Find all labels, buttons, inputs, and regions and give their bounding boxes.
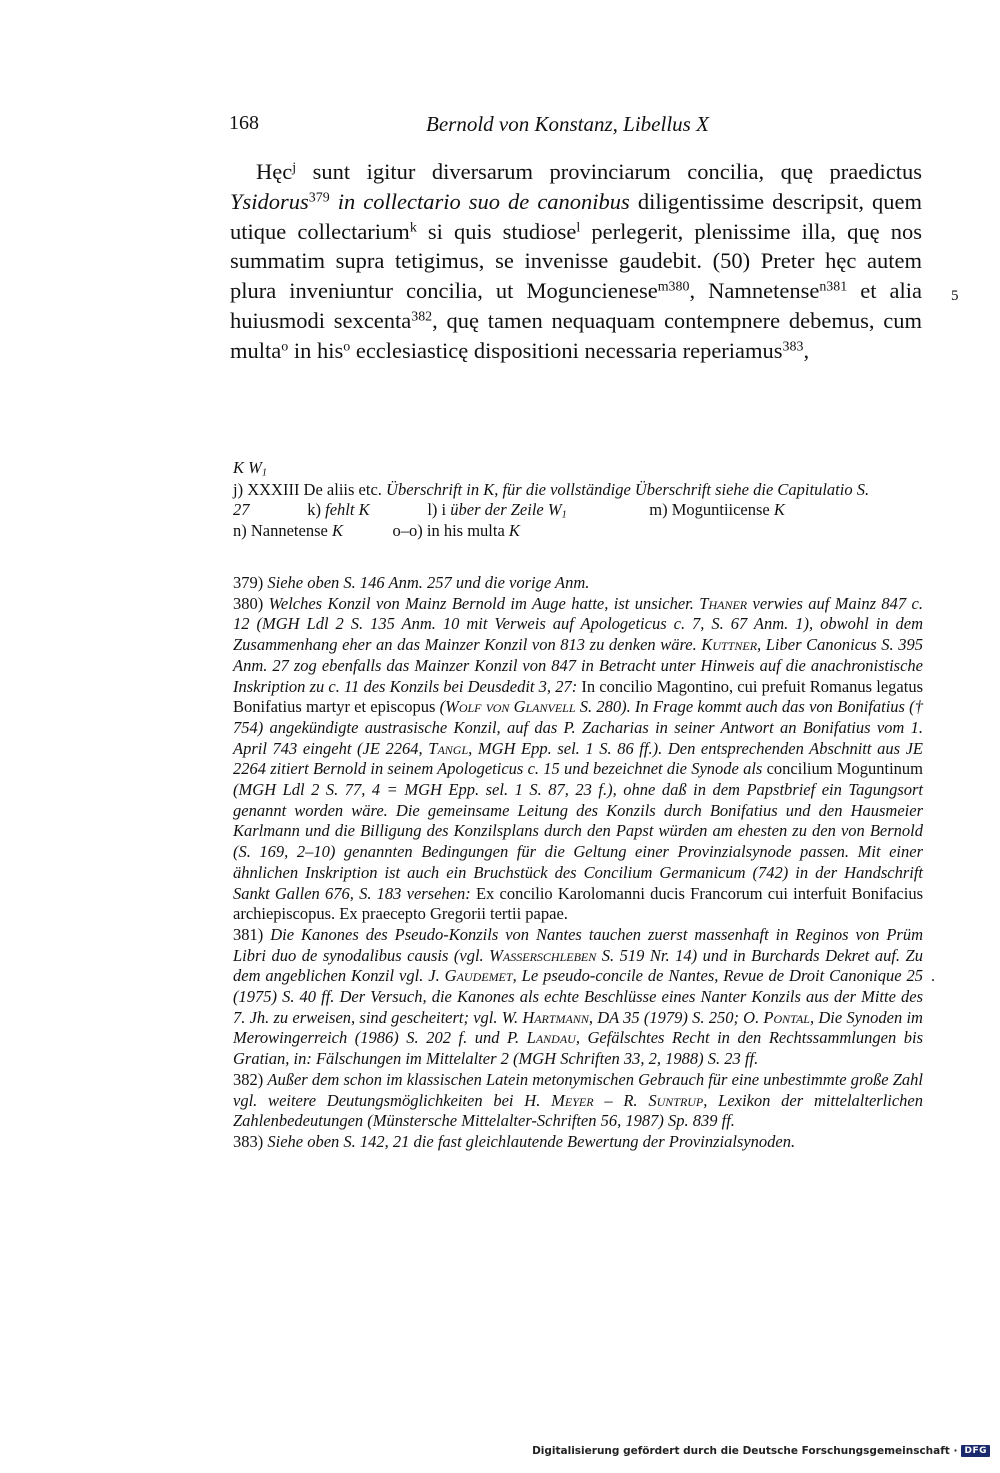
footnote-380: 380) Welches Konzil von Mainz Bernold im Auge hatte, ist unsicher. Thaner verwies auf Mainz 847 c. 12 (MGH Ldl 2 S. 135 Anm. 10 mit Verweis auf Apologeticus c. 7, S. 67 Anm. 1), obwohl in dem Zusammenhang eher an das Mainzer Konzil von 813 zu denken wäre. Kuttner, Liber Canonicus S. 395 Anm. 27 zog ebenfalls das Mainzer Konzil von 847 in Betracht unter Hinweis auf die anachronistische Inskription zu c. 11 des Konzils bei Deusdedit 3, 27: In concilio Magontino, cui prefuit Romanus legatus Bonifatius martyr et episcopus (Wolf von Glanvell S. 280). In Frage kommt auch das von Bonifatius († 754) angekündigte austrasische Konzil, auf das P. Zacharias in seiner Antwort an Bonifatius vom 1. April 743 eingeht (JE 2264, Tangl, MGH Epp. sel. 1 S. 86 ff.). Den entsprechenden Abschnitt aus JE 2264 zitiert Bernold in seinem Apologeticus c. 15 und bezeichnet die Synode als concilium Moguntinum (MGH Ldl 2 S. 77, 4 = MGH Epp. sel. 1 S. 87, 23 f.), ohne daß in dem Papstbrief ein Tagungsort genannt worden wäre. Die gemeinsame Leitung des Konzils durch Bonifatius und den Hausmeier Karlmann und die Billigung des Konzilsplans durch den Papst würden am ehesten zu den von Bernold (S. 169, 2–10) genannten Bedingungen für die Geltung einer Provinzialsynode passen. Mit einer ähnlichen Inskription ist auch ein Bruchstück des Concilium Germanicum (742) in der Handschrift Sankt Gallen 676, S. 183 versehen: Ex concilio Karolomanni ducis Francorum cui interfuit Bonifacius archiepiscopus. Ex praecepto Gregorii tertii papae.: [233, 593, 924, 924]
running-title: Bernold von Konstanz, Libellus X: [426, 112, 709, 136]
margin-mark: .: [931, 968, 935, 985]
page-number: 168: [229, 112, 259, 134]
digitization-banner: [532, 1445, 990, 1457]
manuscript-sigla: K $W_1$: [233, 458, 267, 479]
critical-apparatus: [233, 458, 923, 541]
footnote-382: 382) Außer dem schon im klassischen Latein metonymischen Gebrauch für eine unbestimmte große Zahl vgl. weitere Deutungsmöglichkeiten bei H. Meyer – R. Suntrup, Lexikon der mittelalterlichen Zahlenbedeutungen (Münstersche Mittelalter-Schriften 56, 1987) Sp. 839 ff.: [233, 1069, 924, 1131]
apparatus-entries: j) XXXIII De aliis etc. Überschrift in K, für die vollständige Überschrift siehe die Capitulatio S. 27 k) fehlt K l) i über der Zeile $W_1$ m) Moguntiicense K n) Nannetense K o–o) in his multa K: [233, 479, 870, 540]
footnote-379: 379) Siehe oben S. 146 Anm. 257 und die vorige Anm.: [233, 573, 590, 592]
footnote-383: 383) Siehe oben S. 142, 21 die fast gleichlautende Bewertung der Provinzialsynoden.: [233, 1131, 796, 1151]
banner-text: Digitalisierung gefördert durch die Deutsche Forschungsgemeinschaft ·: [532, 1445, 958, 1457]
line-number: 5: [951, 288, 959, 304]
footnote-381: 381) Die Kanones des Pseudo-Konzils von Nantes tauchen zuerst massenhaft in Reginos von Prüm Libri duo de synodalibus causis (vgl. Wasserschleben S. 519 Nr. 14) und in Burchards Dekret auf. Zu dem angeblichen Konzil vgl. J. Gaudemet, Le pseudo-concile de Nantes, Revue de Droit Canonique 25 (1975) S. 40 ff. Der Versuch, die Kanones als echte Beschlüsse eines Nanter Konzils aus der Mitte des 7. Jh. zu erweisen, sind gescheitert; vgl. W. Hartmann, DA 35 (1979) S. 250; O. Pontal, Die Synoden im Merowingerreich (1986) S. 202 f. und P. Landau, Gefälschtes Recht in den Rechtssammlungen bis Gratian, in: Fälschungen im Mittelalter 2 (MGH Schriften 33, 2, 1988) S. 23 ff.: [233, 924, 923, 1069]
footnotes: [233, 573, 923, 1153]
main-text: Hęc$^j$ sunt igitur diversarum provinciarum concilia, quę praedictus Ysidorus$^{379}$ in collectario suo de canonibus diligentissime descripsit, quem utique collectarium$^k$ si quis studiose$^l$ perlegerit, plenissime illa, quę nos summatim supra tetigimus, se invenisse gaudebit. (50) Preter hęc autem plura inveniuntur concilia, ut Moguncienese$^{m380}$, Namnetense$^{n381}$ et alia huiusmodi sexcenta$^{382}$, quę tamen nequaquam contempnere debemus, cum multa$^o$ in his$^o$ ecclesiasticę dispositioni necessaria reperiamus$^{383}$,: [230, 159, 923, 363]
dfg-logo-icon: DFG: [961, 1445, 990, 1457]
